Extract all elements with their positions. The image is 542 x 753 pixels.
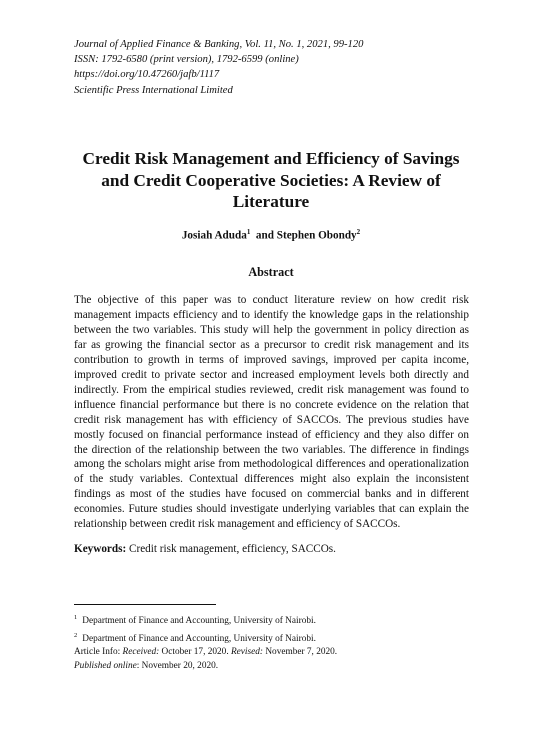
footnote-mark: 1 xyxy=(74,614,78,621)
keywords-label: Keywords: xyxy=(74,543,127,555)
keywords-line xyxy=(74,543,469,555)
footnote-item xyxy=(74,629,316,647)
footnote-mark: 2 xyxy=(74,631,78,639)
article-dates xyxy=(74,646,337,660)
published-label: Published online xyxy=(74,660,137,671)
author-separator: and xyxy=(255,229,274,242)
title-line-2: and Credit Cooperative Societies: A Review of xyxy=(101,170,441,190)
title-line-3: Literature xyxy=(232,192,310,211)
author-list xyxy=(60,228,482,242)
footnote-text: Department of Finance and Accounting, University of Nairobi. xyxy=(82,633,316,644)
author-affiliation-mark: 2 xyxy=(356,228,361,236)
issn-line: ISSN: 1792-6580 (print version), 1792-6599 (online) xyxy=(74,54,299,66)
article-info xyxy=(74,646,337,673)
article-info-prefix: Article Info: xyxy=(74,647,121,657)
title-line-1: Credit Risk Management and Efficiency of Savings xyxy=(82,149,460,168)
journal-citation: Journal of Applied Finance & Banking, Vol. 11, No. 1, 2021, 99-120 xyxy=(74,39,364,50)
abstract-body: The objective of this paper was to conduct literature review on how credit risk management impacts efficiency and to identify the knowledge gaps in the relationship between the two variables. This study will help the government in policy direction as far as growing the financial sector as a precursor to credit risk management and its contribution to growth in terms of improved savings, improved per capita income, improved credit to private sector and increased employment levels both directly and indirectly. From the empirical studies reviewed, credit risk management was found to influence financial performance but there is no concrete evidence on the relation that credit risk management has with efficiency of SACCOs. The previous studies have mostly focused on financial performance instead of efficiency and they also differ on the direction of the relationship between the two variables. The difference in findings among the scholars might arise from methodological differences and operationalization of the study variables. Contextual differences might also explain the inconsistent findings as most of the studies have focused on commercial banks and in different economies. Future studies should investigate underlying variables that can explain the relationship between credit risk management and efficiency of SACCOs. xyxy=(74,294,469,531)
published-date: : November 20, 2020. xyxy=(136,660,219,671)
received-date: October 17, 2020. xyxy=(161,647,229,657)
footnote-text: Department of Finance and Accounting, University of Nairobi. xyxy=(82,616,316,627)
publisher-line: Scientific Press International Limited xyxy=(74,84,233,96)
author-affiliation-mark: 1 xyxy=(246,228,251,236)
footnotes xyxy=(74,611,316,646)
journal-header xyxy=(74,37,363,98)
footnote-divider xyxy=(74,604,216,605)
received-label: Received: xyxy=(122,647,160,657)
revised-date: November 7, 2020. xyxy=(265,647,338,657)
author-name: Josiah Aduda xyxy=(181,229,247,242)
published-line xyxy=(74,660,337,674)
abstract-heading: Abstract xyxy=(248,265,294,279)
keywords-text: Credit risk management, efficiency, SACCOs. xyxy=(129,543,336,555)
footnote-item xyxy=(74,611,316,629)
doi-link[interactable]: https://doi.org/10.47260/jafb/1117 xyxy=(74,69,220,81)
author-name: Stephen Obondy xyxy=(276,229,357,242)
revised-label: Revised: xyxy=(230,647,263,657)
paper-title xyxy=(60,148,482,213)
